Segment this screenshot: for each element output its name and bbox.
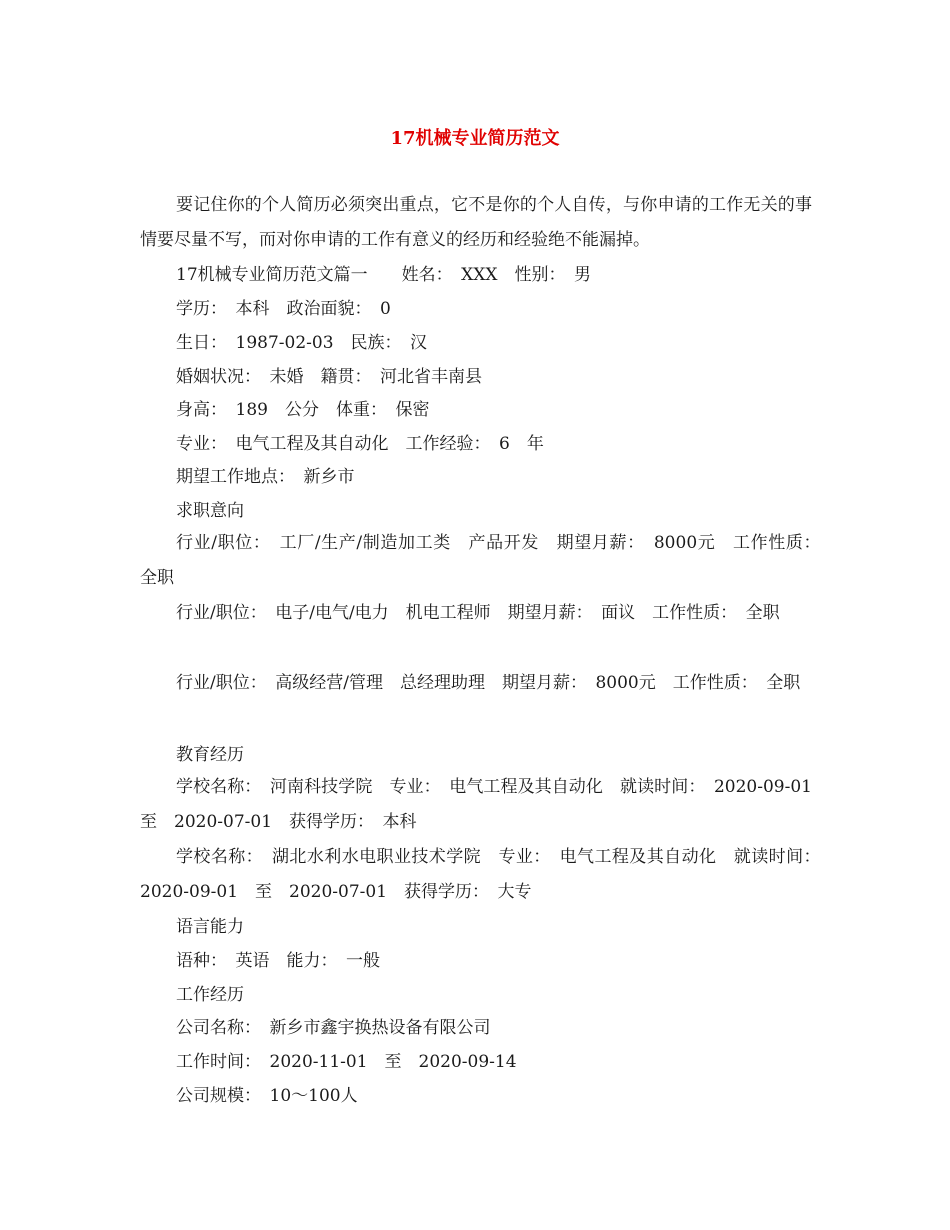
work-period: 工作时间： 2020-11-01 至 2020-09-14 <box>176 1052 517 1072</box>
resume-line-major: 专业： 电气工程及其自动化 工作经验： 6 年 <box>176 434 544 454</box>
resume-line-education: 学历： 本科 政治面貌： 0 <box>176 299 391 319</box>
resume-line-marital: 婚姻状况： 未婚 籍贯： 河北省丰南县 <box>176 367 482 387</box>
job-intent-item: 行业/职位： 高级经营/管理 总经理助理 期望月薪： 8000元 工作性质： 全职 <box>176 673 801 693</box>
section-heading-language: 语言能力 <box>176 917 244 937</box>
document-title: 17机械专业简历范文 <box>390 128 560 149</box>
resume-line-height: 身高： 189 公分 体重： 保密 <box>176 400 430 420</box>
job-intent-item: 行业/职位： 电子/电气/电力 机电工程师 期望月薪： 面议 工作性质： 全职 <box>176 603 780 623</box>
resume-line-birthday: 生日： 1987-02-03 民族： 汉 <box>176 333 428 353</box>
resume-line-name: 17机械专业简历范文篇一 姓名： XXX 性别： 男 <box>176 265 591 285</box>
work-company-size: 公司规模： 10～100人 <box>176 1086 358 1106</box>
education-item: 学校名称： 湖北水利水电职业技术学院 专业： 电气工程及其自动化 就读时间： 2020-09-01 至 2020-07-01 获得学历： 大专 <box>140 847 829 902</box>
section-heading-job-intent: 求职意向 <box>176 501 244 521</box>
language-item: 语种： 英语 能力： 一般 <box>176 951 380 971</box>
section-heading-work: 工作经历 <box>176 985 244 1005</box>
education-item: 学校名称： 河南科技学院 专业： 电气工程及其自动化 就读时间： 2020-09-01 至 2020-07-01 获得学历： 本科 <box>140 777 829 832</box>
work-company: 公司名称： 新乡市鑫宇换热设备有限公司 <box>176 1018 491 1038</box>
job-intent-item: 行业/职位： 工厂/生产/制造加工类 产品开发 期望月薪： 8000元 工作性质： 全职 <box>140 533 829 588</box>
resume-line-location: 期望工作地点： 新乡市 <box>176 467 355 487</box>
section-heading-education: 教育经历 <box>176 745 244 765</box>
intro-paragraph: 要记住你的个人简历必须突出重点，它不是你的个人自传，与你申请的工作无关的事情要尽量不写，而对你申请的工作有意义的经历和经验绝不能漏掉。 <box>140 195 812 250</box>
